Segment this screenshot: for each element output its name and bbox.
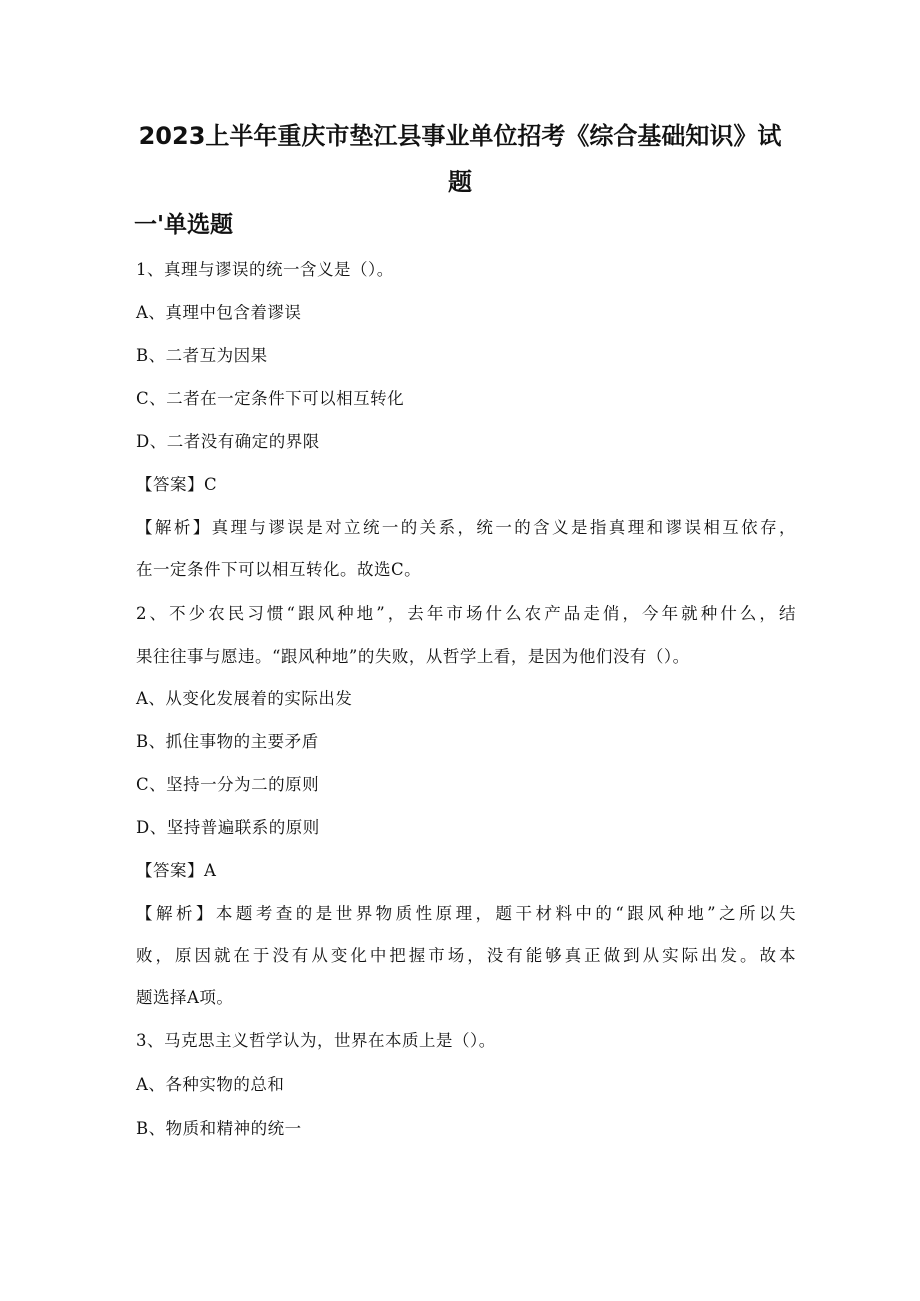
analysis-line: 题选择A项。 [136, 988, 234, 1007]
option-c: C、坚持一分为二的原则 [136, 775, 320, 794]
document-title: 2023上半年重庆市垫江县事业单位招考《综合基础知识》试 [138, 122, 782, 150]
answer: 【答案】C [136, 475, 218, 494]
document-title-continued: 题 [448, 168, 472, 196]
option-b: B、二者互为因果 [136, 346, 268, 365]
option-d: D、坚持普遍联系的原则 [136, 818, 320, 837]
option-b: B、物质和精神的统一 [136, 1119, 302, 1138]
option-a: A、从变化发展着的实际出发 [136, 689, 353, 708]
option-a: A、真理中包含着谬误 [136, 303, 302, 322]
option-a: A、各种实物的总和 [136, 1075, 285, 1094]
analysis-line: 【解析】本题考查的是世界物质性原理，题干材料中的“跟风种地”之所以失 [136, 904, 796, 923]
question-stem: 果往往事与愿违。“跟风种地”的失败，从哲学上看，是因为他们没有（）。 [136, 647, 690, 666]
analysis-line: 【解析】真理与谬误是对立统一的关系，统一的含义是指真理和谬误相互依存， [136, 518, 796, 537]
option-d: D、二者没有确定的界限 [136, 432, 320, 451]
question-stem: 3、马克思主义哲学认为，世界在本质上是（）。 [136, 1031, 496, 1050]
section-heading: 一'单选题 [134, 212, 234, 238]
question-stem: 1、真理与谬误的统一含义是（）。 [136, 260, 394, 279]
answer: 【答案】A [136, 861, 217, 880]
analysis-line: 在一定条件下可以相互转化。故选C。 [136, 560, 422, 579]
question-stem: 2、不少农民习惯“跟风种地”，去年市场什么农产品走俏，今年就种什么，结 [136, 604, 796, 623]
option-c: C、二者在一定条件下可以相互转化 [136, 389, 405, 408]
analysis-line: 败，原因就在于没有从变化中把握市场，没有能够真正做到从实际出发。故本 [136, 946, 796, 965]
option-b: B、抓住事物的主要矛盾 [136, 732, 319, 751]
